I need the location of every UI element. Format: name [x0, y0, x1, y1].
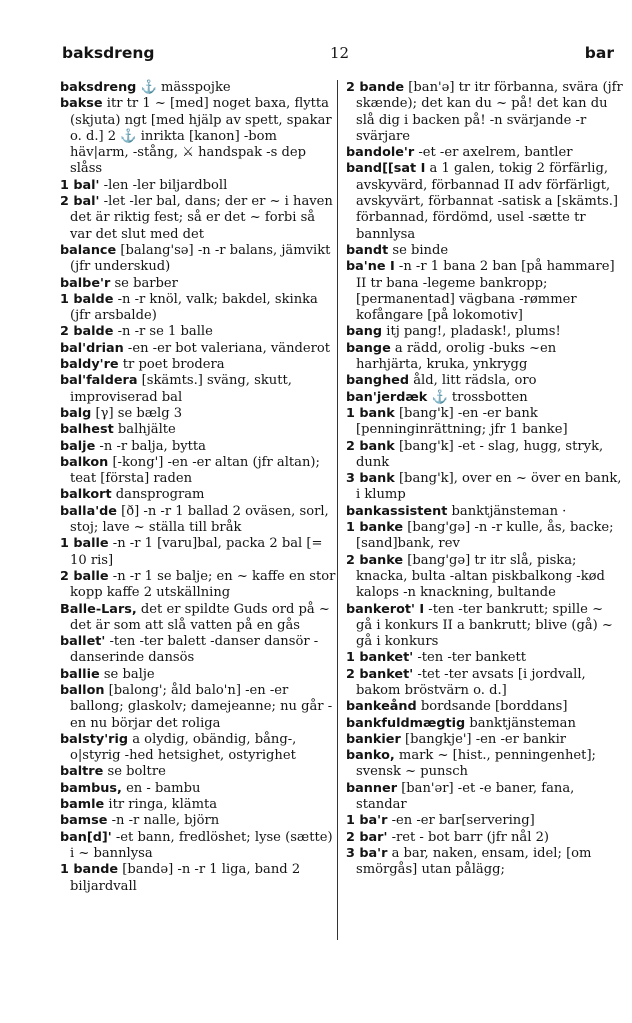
entry-definition: -ten -ter bankrutt; spille ~ gå i konkurs II a bankrutt; blive (gå) ~ gå i konkurs	[356, 601, 613, 650]
entry-definition: itr tr 1 ~ [med] noget baxa, flytta (skjuta) ngt [med hjälp av spett, spakar o. d.] 2 ⚓ inrikta [kanon] -bom häv|arm, -stång, ⚔ handspak -s dep slåss	[70, 96, 332, 177]
entry-definition: [bang'gə] tr itr slå, piska; knacka, bulta -altan piskbalkong -kød kalops -n knackning, bultande	[356, 552, 605, 601]
entry-definition: a bar, naken, ensam, idel; [om smörgås] utan pålägg;	[356, 845, 592, 878]
entry-definition: se barber	[114, 275, 178, 291]
entry-definition: [bang'k] -et - slag, hugg, stryk, dunk	[356, 438, 604, 470]
entry-headword: bal'drian	[60, 340, 124, 356]
dictionary-entry	[60, 813, 337, 829]
entry-headword: 1 bank	[346, 405, 395, 421]
entry-headword: 2 bank	[346, 438, 395, 454]
entry-definition: banktjänsteman ·	[451, 503, 567, 519]
entry-headword: 1 ba'r	[346, 813, 388, 829]
dictionary-entry	[346, 602, 623, 651]
entry-headword: banner	[346, 780, 398, 796]
dictionary-entry	[60, 569, 337, 602]
entry-headword: bang	[346, 324, 383, 340]
entry-definition: mark ~ [hist., penningenhet]; svensk ~ punsch	[356, 748, 596, 780]
dictionary-entry	[346, 650, 623, 666]
entry-headword: ban'jerdæk	[346, 389, 428, 405]
dictionary-entry	[346, 390, 623, 406]
entry-headword: 3 ba'r	[346, 845, 388, 861]
entry-definition: -let -ler bal, dans; der er ~ i haven det är riktig fest; så er det ~ forbi så var det slut med det	[70, 194, 333, 242]
dictionary-entry	[346, 699, 623, 715]
entry-headword: 2 bande	[346, 80, 405, 95]
dictionary-entry	[346, 846, 623, 879]
entry-definition: se binde	[392, 242, 449, 258]
dictionary-entry	[60, 324, 337, 340]
entry-headword: balance	[60, 242, 117, 258]
entry-definition: -ten -ter balett -danser dansör -danserinde dansös	[70, 634, 319, 666]
header-left-guide-word: baksdreng	[62, 44, 155, 62]
dictionary-entry	[60, 683, 337, 732]
entry-headword: 1 balle	[60, 536, 109, 552]
entry-headword: 2 bal'	[60, 194, 100, 210]
dictionary-entry	[346, 748, 623, 781]
dictionary-entry	[60, 292, 337, 325]
header-right-guide-word: bar	[584, 44, 614, 62]
dictionary-entry	[60, 455, 337, 488]
dictionary-entry	[346, 439, 623, 472]
dictionary-entry	[346, 520, 623, 553]
entry-headword: bakse	[60, 96, 103, 112]
entry-headword: balg	[60, 405, 92, 421]
entry-headword: 2 bar'	[346, 829, 388, 845]
entry-headword: ban[d]'	[60, 829, 112, 845]
entry-definition: se boltre	[107, 764, 166, 780]
dictionary-entry	[60, 781, 337, 797]
dictionary-entry	[346, 373, 623, 389]
dictionary-entry	[60, 602, 337, 635]
entry-headword: 2 balde	[60, 324, 114, 340]
entry-definition: [bangkje'] -en -er bankir	[404, 731, 567, 747]
entry-definition: a rädd, orolig -buks ~en harhjärta, kruka, ynkrygg	[356, 340, 557, 373]
entry-headword: baldy're	[60, 357, 119, 373]
entry-definition: åld, litt rädsla, oro	[413, 373, 537, 389]
dictionary-entry	[346, 324, 623, 340]
entry-headword: balbe'r	[60, 275, 111, 291]
entry-headword: Balle-Lars,	[60, 601, 137, 617]
entry-headword: balsty'rig	[60, 731, 129, 747]
entry-headword: bandole'r	[346, 145, 415, 161]
dictionary-entry	[60, 487, 337, 503]
dictionary-entry	[60, 357, 337, 373]
column-divider	[337, 80, 338, 940]
entry-definition: a olydig, obändig, bång-, o|styrig -hed hetsighet, ostyrighet	[70, 731, 297, 764]
dictionary-entry	[346, 781, 623, 814]
entry-definition: [-kong'] -en -er altan (jfr altan); teat [första] raden	[70, 454, 320, 487]
dictionary-entry	[346, 80, 623, 145]
entry-headword: banko,	[346, 748, 395, 764]
entry-headword: ballie	[60, 666, 100, 682]
entry-definition: [ban'ər] -et -e baner, fana, standar	[356, 780, 575, 813]
page-header	[62, 44, 614, 68]
entry-definition: tr poet brodera	[122, 357, 225, 373]
entry-headword: 2 banket'	[346, 666, 414, 682]
dictionary-entry	[60, 504, 337, 537]
entry-headword: ballet'	[60, 634, 106, 650]
dictionary-entry	[346, 341, 623, 374]
entry-headword: balkort	[60, 487, 112, 503]
entry-headword: baksdreng	[60, 80, 137, 95]
entry-headword: balje	[60, 438, 96, 454]
entry-definition: -en -er bar[servering]	[391, 813, 535, 829]
entry-definition: -n -r nalle, björn	[111, 813, 220, 829]
dictionary-entry	[346, 161, 623, 242]
entry-definition: a 1 galen, tokig 2 förfärlig, avskyvärd, förbannad II adv förfärligt, avskyvärt, förbannat -satisk a [skämts.] förbannad, fördömd, usel -sætte tr bannlysa	[356, 161, 618, 242]
dictionary-entry	[60, 797, 337, 813]
dictionary-entry	[60, 96, 337, 177]
entry-headword: bankassistent	[346, 503, 448, 519]
dictionary-entry	[346, 813, 623, 829]
entry-definition: ⚓ mässpojke	[140, 80, 231, 95]
entry-definition: -ret - bot barr (jfr nål 2)	[391, 829, 550, 845]
entry-headword: 3 bank	[346, 471, 395, 487]
entry-definition: bordsande [borddans]	[420, 699, 568, 715]
dictionary-entry	[346, 259, 623, 324]
entry-definition: -et bann, fredlöshet; lyse (sætte) i ~ bannlysa	[70, 829, 333, 861]
dictionary-entry	[60, 406, 337, 422]
dictionary-entry	[60, 178, 337, 194]
entry-definition: se balje	[103, 666, 155, 682]
entry-headword: bal'faldera	[60, 373, 138, 389]
entry-definition: -n -r se 1 balle	[117, 324, 213, 340]
entry-headword: bankeånd	[346, 699, 417, 715]
entry-definition: -n -r balja, bytta	[99, 438, 206, 454]
entry-definition: -tet -ter avsats [i jordvall, bakom bröstvärn o. d.]	[356, 666, 586, 698]
dictionary-entry	[346, 243, 623, 259]
entry-headword: baltre	[60, 764, 104, 780]
entry-headword: bandt	[346, 242, 389, 258]
entry-definition: [balong'; åld balo'n] -en -er ballong; glaskolv; damejeanne; nu går -en nu börjar det roliga	[70, 682, 333, 731]
entry-headword: bankfuldmægtig	[346, 715, 466, 731]
entry-definition: [bandə] -n -r 1 liga, band 2 biljardvall	[70, 862, 301, 894]
entry-headword: 1 banke	[346, 520, 404, 536]
entry-definition: -en -er bot valeriana, vänderot	[127, 340, 331, 356]
dictionary-entry	[346, 471, 623, 504]
dictionary-entry	[60, 422, 337, 438]
entry-headword: 1 banket'	[346, 650, 414, 666]
entry-definition: itr ringa, klämta	[108, 797, 218, 813]
dictionary-entry	[60, 764, 337, 780]
entry-headword: 2 balle	[60, 568, 109, 584]
entry-definition: itj pang!, pladask!, plums!	[386, 324, 561, 340]
dictionary-entry	[60, 194, 337, 243]
dictionary-entry	[346, 667, 623, 700]
entry-headword: bamle	[60, 797, 105, 813]
entry-definition: [ð] -n -r 1 ballad 2 oväsen, sorl, stoj; lave ~ ställa till bråk	[70, 503, 329, 536]
entry-definition: -n -r 1 se balje; en ~ kaffe en stor kopp kaffe 2 utskällning	[70, 568, 336, 601]
entry-definition: [bang'gə] -n -r kulle, ås, backe; [sand]bank, rev	[356, 520, 614, 552]
dictionary-entry	[60, 373, 337, 406]
entry-headword: ballon	[60, 682, 105, 698]
entry-definition: balhjälte	[117, 422, 176, 438]
dictionary-entry	[346, 145, 623, 161]
dictionary-entry	[60, 341, 337, 357]
dictionary-entry	[346, 406, 623, 439]
entry-headword: balhest	[60, 422, 114, 438]
entry-definition: [bang'k], over en ~ över en bank, i klump	[356, 471, 622, 503]
dictionary-entry	[60, 80, 337, 96]
entry-headword: band[[sat I	[346, 161, 426, 177]
entry-definition: -n -r 1 [varu]bal, packa 2 bal [= 10 ris]	[70, 536, 323, 568]
entry-definition: -n -r 1 bana 2 ban [på hammare] II tr bana -legeme bankropp; [permanentad] vägbana -rømmer kofångare [på lokomotiv]	[356, 259, 615, 324]
entry-definition: det er spildte Guds ord på ~ det är som att slå vatten på en gås	[70, 601, 330, 633]
right-column	[346, 80, 623, 879]
dictionary-entry	[60, 732, 337, 765]
entry-headword: bankerot' I	[346, 601, 425, 617]
entry-headword: bankier	[346, 731, 401, 747]
dictionary-entry	[60, 667, 337, 683]
entry-headword: bambus,	[60, 780, 122, 796]
dictionary-entry	[60, 243, 337, 276]
entry-definition: [γ] se bælg 3	[95, 405, 183, 421]
header-page-number: 12	[330, 44, 350, 62]
dictionary-entry	[346, 732, 623, 748]
dictionary-entry	[60, 830, 337, 863]
entry-definition: -et -er axelrem, bantler	[418, 145, 573, 161]
entry-definition: banktjänsteman	[469, 715, 576, 731]
entry-headword: 1 balde	[60, 291, 114, 307]
entry-headword: balkon	[60, 454, 109, 470]
dictionary-entry	[346, 716, 623, 732]
entry-headword: bange	[346, 340, 391, 356]
entry-headword: 1 bande	[60, 862, 119, 878]
dictionary-entry	[60, 276, 337, 292]
entry-definition: -n -r knöl, valk; bakdel, skinka (jfr arsbalde)	[70, 291, 318, 324]
entry-definition: -ten -ter bankett	[417, 650, 527, 666]
entry-headword: banghed	[346, 373, 410, 389]
dictionary-entry	[60, 862, 337, 895]
dictionary-entry	[60, 536, 337, 569]
dictionary-entry	[60, 439, 337, 455]
dictionary-entry	[346, 553, 623, 602]
dictionary-entry	[60, 634, 337, 667]
entry-definition: [balang'sə] -n -r balans, jämvikt (jfr underskud)	[70, 242, 331, 275]
entry-definition: [ban'ə] tr itr förbanna, svära (jfr skænde); det kan du ~ på! det kan du slå dig i backen på! -n svärjande -r svärjare	[356, 80, 623, 144]
entry-headword: 1 bal'	[60, 177, 100, 193]
dictionary-entry	[346, 504, 623, 520]
entry-definition: dansprogram	[115, 487, 205, 503]
entry-definition: en - bambu	[126, 780, 201, 796]
entry-headword: ba'ne I	[346, 259, 395, 275]
entry-definition: -len -ler biljardboll	[103, 177, 228, 193]
left-column	[60, 80, 337, 895]
entry-headword: balla'de	[60, 503, 117, 519]
entry-definition: [bang'k] -en -er bank [penninginrättning; jfr 1 banke]	[356, 405, 568, 438]
entry-definition: [skämts.] sväng, skutt, improviserad bal	[70, 373, 292, 405]
entry-headword: bamse	[60, 813, 108, 829]
entry-definition: ⚓ trossbotten	[431, 389, 528, 405]
dictionary-entry	[346, 830, 623, 846]
entry-headword: 2 banke	[346, 552, 404, 568]
